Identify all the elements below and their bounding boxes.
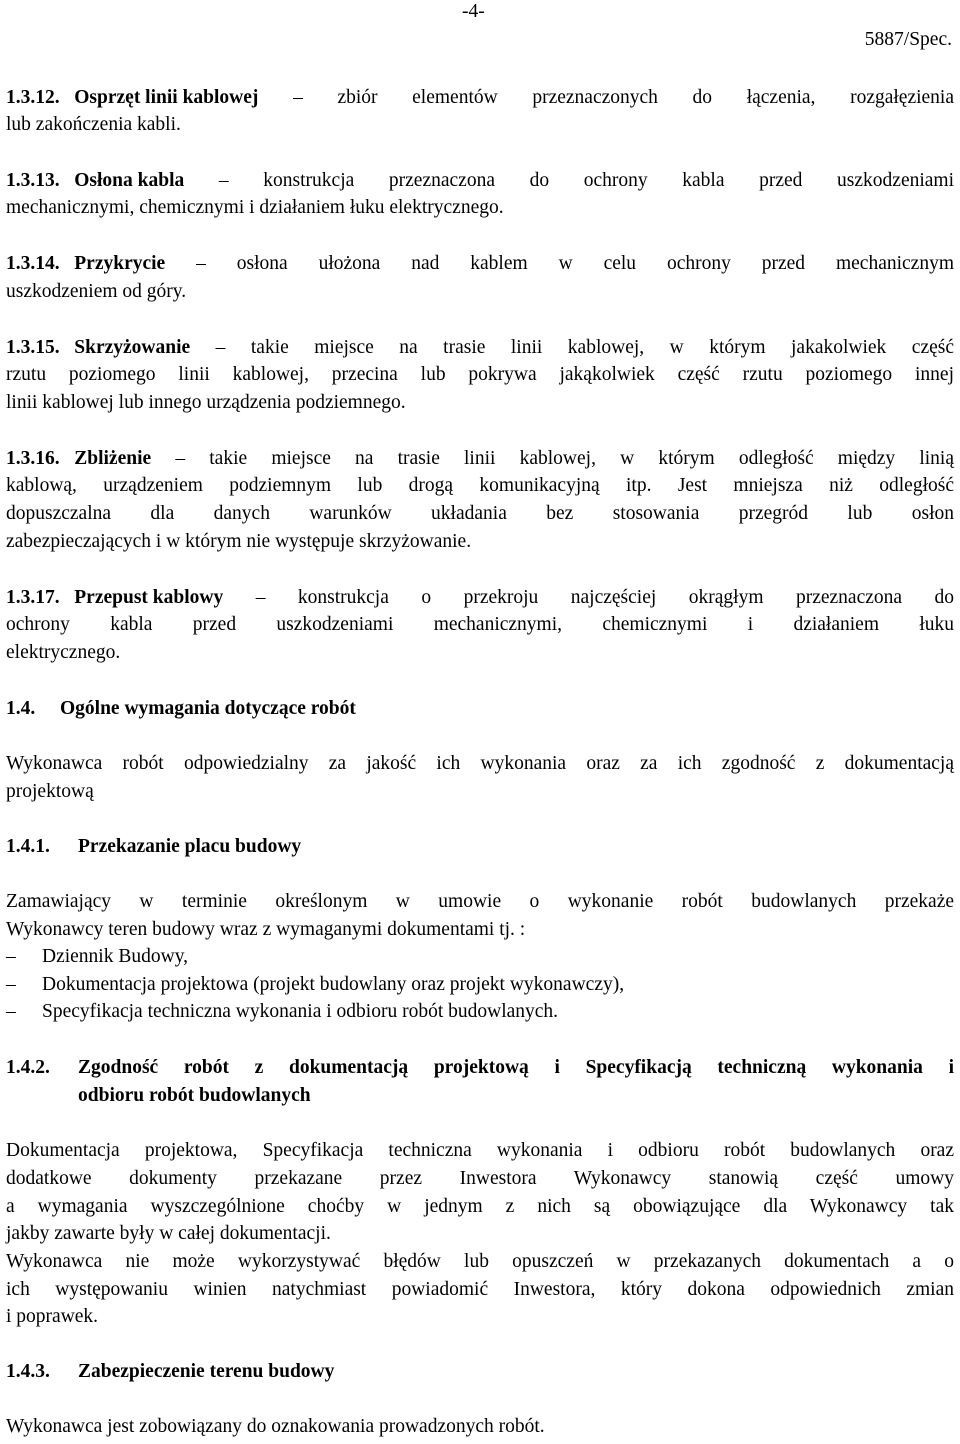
section-heading: Zgodność robót z dokumentacją projektową i Specyfikacją techniczną wykonania i [78, 1057, 954, 1078]
definition-text: kablową, urządzeniem podziemnym lub drogą komunikacyjną itp. Jest mniejsza niż odległość [6, 475, 954, 496]
definition-text: elektrycznego. [6, 642, 121, 663]
section-number: 1.4.1. [6, 836, 50, 857]
definition-text: – konstrukcja o przekroju najczęściej okrągłym przeznaczona do [255, 587, 954, 608]
definition-text: – takie miejsce na trasie linii kablowej, w którym odległość między linią [175, 448, 954, 469]
paragraph-text: dodatkowe dokumenty przekazane przez Inwestora Wykonawcy stanowią część umowy [6, 1168, 954, 1189]
bullet-dash: – [6, 974, 16, 995]
section-number: 1.4. [6, 698, 36, 719]
section-heading: odbioru robót budowlanych [78, 1085, 311, 1106]
definition-number: 1.3.12. [6, 87, 60, 108]
definition-number: 1.3.13. [6, 170, 60, 191]
definition-line [6, 445, 954, 473]
definition-text: ochrony kabla przed uszkodzeniami mechanicznymi, chemicznymi i działaniem łuku [6, 614, 954, 635]
paragraph-text: projektową [6, 781, 94, 802]
paragraph-text: Wykonawcy teren budowy wraz z wymaganymi dokumentami tj. : [6, 919, 526, 940]
definition-term: Przepust kablowy [74, 587, 224, 608]
list-item: Specyfikacja techniczna wykonania i odbioru robót budowlanych. [42, 1001, 559, 1022]
paragraph-text: jakby zawarte były w całej dokumentacji. [6, 1223, 331, 1244]
definition-line [6, 250, 954, 278]
definition-number: 1.3.16. [6, 448, 60, 469]
definition-text: – zbiór elementów przeznaczonych do łączenia, rozgałęzienia [293, 87, 955, 108]
definition-line [6, 584, 954, 612]
document-reference: 5887/Spec. [864, 29, 952, 50]
definition-text: dopuszczalna dla danych warunków układania bez stosowania przegród lub osłon [6, 503, 954, 524]
definition-line [6, 167, 954, 195]
list-item: Dziennik Budowy, [42, 946, 189, 967]
definition-number: 1.3.17. [6, 587, 60, 608]
definition-term: Osłona kabla [74, 170, 185, 191]
paragraph-text: Wykonawca robót odpowiedzialny za jakość ich wykonania oraz za ich zgodność z dokumentacją [6, 753, 954, 774]
paragraph-text: Dokumentacja projektowa, Specyfikacja techniczna wykonania i odbioru robót budowlanych oraz [6, 1140, 954, 1161]
definition-term: Skrzyżowanie [74, 337, 191, 358]
definition-number: 1.3.14. [6, 253, 60, 274]
definition-text: linii kablowej lub innego urządzenia podziemnego. [6, 392, 406, 413]
section-heading: Przekazanie placu budowy [78, 836, 302, 857]
definition-text: – takie miejsce na trasie linii kablowej, w którym jakakolwiek część [215, 337, 954, 358]
paragraph-text: a wymagania wyszczególnione choćby w jednym z nich są obowiązujące dla Wykonawcy tak [6, 1196, 954, 1217]
definition-text: – konstrukcja przeznaczona do ochrony kabla przed uszkodzeniami [218, 170, 955, 191]
definition-term: Osprzęt linii kablowej [74, 87, 259, 108]
paragraph-text: Zamawiający w terminie określonym w umowie o wykonanie robót budowlanych przekaże [6, 891, 954, 912]
definition-text: mechanicznymi, chemicznymi i działaniem łuku elektrycznego. [6, 197, 504, 218]
section-number: 1.4.3. [6, 1361, 50, 1382]
bullet-dash: – [6, 946, 16, 967]
section-number: 1.4.2. [6, 1057, 50, 1078]
paragraph-text: Wykonawca nie może wykorzystywać błędów lub opuszczeń w przekazanych dokumentach a o [6, 1251, 954, 1272]
definition-term: Przykrycie [74, 253, 166, 274]
definition-line [6, 84, 954, 112]
section-heading: Ogólne wymagania dotyczące robót [60, 698, 356, 719]
definition-text: uszkodzeniem od góry. [6, 281, 187, 302]
section-heading: Zabezpieczenie terenu budowy [78, 1361, 335, 1382]
definition-text: – osłona ułożona nad kablem w celu ochrony przed mechanicznym [196, 253, 954, 274]
paragraph-text: i poprawek. [6, 1306, 99, 1327]
definition-text: lub zakończenia kabli. [6, 114, 181, 135]
page-number: -4- [462, 1, 485, 22]
definition-text: zabezpieczających i w którym nie występuje skrzyżowanie. [6, 531, 472, 552]
definition-text: rzutu poziomego linii kablowej, przecina lub pokrywa jakąkolwiek część rzutu poziomego innej [6, 364, 954, 385]
paragraph-text: ich występowaniu winien natychmiast powiadomić Inwestora, który dokona odpowiednich zmian [6, 1279, 954, 1300]
definition-line [6, 334, 954, 362]
definition-number: 1.3.15. [6, 337, 60, 358]
paragraph-text: Wykonawca jest zobowiązany do oznakowania prowadzonych robót. [6, 1416, 545, 1437]
bullet-dash: – [6, 1001, 16, 1022]
definition-term: Zbliżenie [74, 448, 152, 469]
list-item: Dokumentacja projektowa (projekt budowlany oraz projekt wykonawczy), [42, 974, 625, 995]
